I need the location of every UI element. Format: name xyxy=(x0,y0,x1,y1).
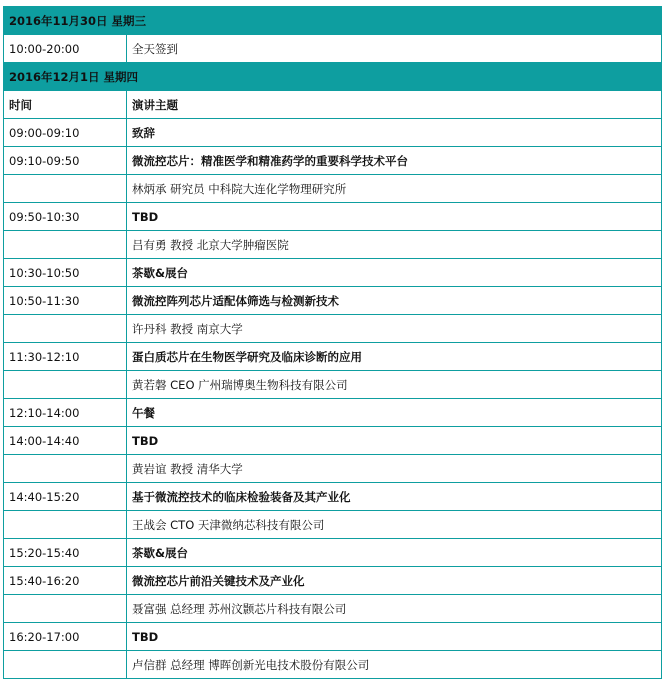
session-topic: TBD xyxy=(127,203,662,231)
column-header-topic: 演讲主题 xyxy=(127,91,662,119)
session-time: 16:20-17:00 xyxy=(4,623,127,651)
session-time: 11:30-12:10 xyxy=(4,343,127,371)
session-time: 10:50-11:30 xyxy=(4,287,127,315)
table-row xyxy=(4,119,662,147)
session-time: 15:20-15:40 xyxy=(4,539,127,567)
speaker-row xyxy=(4,175,662,203)
table-row xyxy=(4,567,662,595)
session-topic: 微流控芯片：精准医学和精准药学的重要科学技术平台 xyxy=(127,147,662,175)
session-topic: 致辞 xyxy=(127,119,662,147)
session-time: 15:40-16:20 xyxy=(4,567,127,595)
session-topic: 基于微流控技术的临床检验装备及其产业化 xyxy=(127,483,662,511)
session-time: 09:10-09:50 xyxy=(4,147,127,175)
session-time: 14:40-15:20 xyxy=(4,483,127,511)
table-row xyxy=(4,399,662,427)
speaker-row xyxy=(4,511,662,539)
table-row xyxy=(4,623,662,651)
table-row xyxy=(4,203,662,231)
table-row xyxy=(4,539,662,567)
session-time: 10:00-20:00 xyxy=(4,35,127,63)
session-time: 12:10-14:00 xyxy=(4,399,127,427)
session-speaker: 林炳承 研究员 中科院大连化学物理研究所 xyxy=(127,175,662,203)
session-topic: 茶歇&展台 xyxy=(127,259,662,287)
table-row xyxy=(4,427,662,455)
session-speaker: 卢信群 总经理 博晖创新光电技术股份有限公司 xyxy=(127,651,662,679)
session-speaker: 吕有勇 教授 北京大学肿瘤医院 xyxy=(127,231,662,259)
session-topic: TBD xyxy=(127,623,662,651)
session-topic: 午餐 xyxy=(127,399,662,427)
empty-cell xyxy=(4,455,127,483)
table-row xyxy=(4,287,662,315)
empty-cell xyxy=(4,231,127,259)
column-header-time: 时间 xyxy=(4,91,127,119)
session-speaker: 黄岩谊 教授 清华大学 xyxy=(127,455,662,483)
session-topic: 蛋白质芯片在生物医学研究及临床诊断的应用 xyxy=(127,343,662,371)
empty-cell xyxy=(4,651,127,679)
day-header-row xyxy=(4,63,662,91)
session-time: 09:50-10:30 xyxy=(4,203,127,231)
session-topic: 微流控芯片前沿关键技术及产业化 xyxy=(127,567,662,595)
speaker-row xyxy=(4,231,662,259)
table-row xyxy=(4,343,662,371)
schedule-table xyxy=(3,6,662,679)
session-topic: TBD xyxy=(127,427,662,455)
empty-cell xyxy=(4,175,127,203)
empty-cell xyxy=(4,595,127,623)
table-row xyxy=(4,259,662,287)
session-speaker: 黄若磐 CEO 广州瑞博奥生物科技有限公司 xyxy=(127,371,662,399)
session-time: 09:00-09:10 xyxy=(4,119,127,147)
table-row xyxy=(4,483,662,511)
speaker-row xyxy=(4,315,662,343)
speaker-row xyxy=(4,455,662,483)
session-time: 14:00-14:40 xyxy=(4,427,127,455)
session-speaker: 许丹科 教授 南京大学 xyxy=(127,315,662,343)
empty-cell xyxy=(4,315,127,343)
table-row xyxy=(4,35,662,63)
session-topic: 微流控阵列芯片适配体筛选与检测新技术 xyxy=(127,287,662,315)
session-topic: 茶歇&展台 xyxy=(127,539,662,567)
day-header-row xyxy=(4,7,662,35)
speaker-row xyxy=(4,371,662,399)
day-date-label: 2016年11月30日 星期三 xyxy=(4,7,662,35)
empty-cell xyxy=(4,371,127,399)
session-speaker: 聂富强 总经理 苏州汶颢芯片科技有限公司 xyxy=(127,595,662,623)
column-header-row xyxy=(4,91,662,119)
session-time: 10:30-10:50 xyxy=(4,259,127,287)
day-date-label: 2016年12月1日 星期四 xyxy=(4,63,662,91)
session-topic: 全天签到 xyxy=(127,35,662,63)
empty-cell xyxy=(4,511,127,539)
speaker-row xyxy=(4,651,662,679)
speaker-row xyxy=(4,595,662,623)
table-row xyxy=(4,147,662,175)
session-speaker: 王战会 CTO 天津微纳芯科技有限公司 xyxy=(127,511,662,539)
